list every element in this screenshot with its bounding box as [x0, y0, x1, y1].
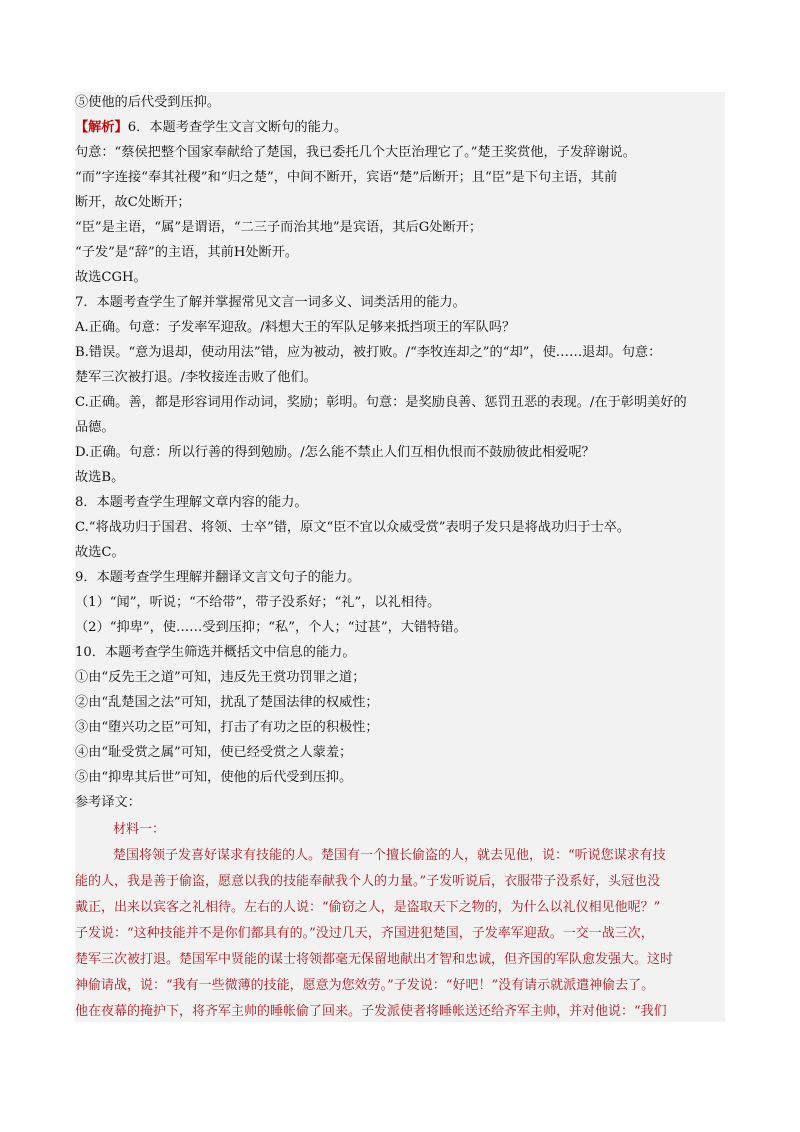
answer-analysis-section — [75, 92, 725, 1022]
text-line: “而”字连接“奉其社稷”和“归之楚”，中间不断开，宾语“楚”后断开；且“臣”是下句主语，其前 — [75, 170, 618, 185]
question-9-heading: 9．本题考查学生理解并翻译文言文句子的能力。 — [75, 570, 361, 585]
text-line: 断开，故C处断开； — [75, 195, 191, 210]
analysis-tag: 【解析】 — [75, 120, 128, 135]
translation-line: 子发说：“这种技能并不是你们都具有的。”没过几天，齐国进犯楚国，子发率军迎敌。一交一战三次， — [75, 926, 654, 941]
translation-line: 楚国将领子发喜好谋求有技能的人。楚国有一个擅长偷盗的人，就去见他，说：“听说您谋求有技 — [113, 848, 666, 863]
text-line: B.错误。“意为退却，使动用法”错，应为被动，被打败。/“李牧连却之”的“却”，使……退却。句意： — [75, 345, 662, 360]
question-8-heading: 8．本题考查学生理解文章内容的能力。 — [75, 495, 308, 510]
translation-line: 能的人，我是善于偷盗，愿意以我的技能奉献我个人的力量。”子发听说后，衣服带子没系好，头冠也没 — [75, 874, 661, 889]
translation-line: 他在夜幕的掩护下，将齐军主帅的睡帐偷了回来。子发派使者将睡帐送还给齐军主帅，并对他说：“我们 — [75, 1004, 667, 1019]
text-line: “子发”是“辞”的主语，其前H处断开。 — [75, 245, 299, 260]
reference-translation-label: 参考译文： — [75, 795, 141, 810]
text-line: （2）“抑卑”，使……受到压抑；“私”，个人；“过甚”，大错特错。 — [75, 620, 467, 635]
text-line: ③由“堕兴功之臣”可知，打击了有功之臣的积极性； — [75, 720, 379, 735]
text-line: 品德。 — [75, 420, 115, 435]
text-line: “臣”是主语，“属”是谓语，“二三子而治其地”是宾语，其后G处断开； — [75, 220, 483, 235]
text-line: ⑤使他的后代受到压抑。 — [75, 95, 221, 110]
text-line: ②由“乱楚国之法”可知，扰乱了楚国法律的权威性； — [75, 695, 379, 710]
text-line: C.“将战功归于国君、将领、士卒”错，原文“臣不宜以众威受赏”表明子发只是将战功归于士卒。 — [75, 520, 631, 535]
question-6-heading: 6．本题考查学生文言文断句的能力。 — [127, 120, 348, 135]
translation-line: 楚军三次被打退。楚国军中贤能的谋士将领都毫无保留地献出才智和忠诚，但齐国的军队愈发强大。这时 — [75, 952, 674, 967]
question-7-heading: 7．本题考查学生了解并掌握常见文言一词多义、词类活用的能力。 — [75, 295, 466, 310]
material-one-label: 材料一： — [113, 822, 166, 837]
text-line: 故选C。 — [75, 545, 125, 560]
translation-line: 戴正，出来以宾客之礼相待。左右的人说：“偷窃之人，是盗取天下之物的，为什么以礼仪相见他呢？” — [75, 900, 661, 915]
translation-line: 神偷请战，说：“我有一些微薄的技能，愿意为您效劳。”子发说：“好吧！”没有请示就派遣神偷去了。 — [75, 978, 655, 993]
text-line: A.正确。句意：子发率军迎敌。/料想大王的军队足够来抵挡项王的军队吗？ — [75, 320, 516, 335]
question-10-heading: 10．本题考查学生筛选并概括文中信息的能力。 — [75, 645, 356, 660]
text-line: 楚军三次被打退。/李牧接连击败了他们。 — [75, 370, 317, 385]
text-line: 故选CGH。 — [75, 270, 147, 285]
text-line: C.正确。善，都是形容词用作动词，奖励；彰明。句意：是奖励良善、惩罚丑恶的表现。/在于彰明美好的 — [75, 395, 687, 410]
text-line: ①由“反先王之道”可知，违反先王赏功罚罪之道； — [75, 670, 366, 685]
text-line: ⑤由“抑卑其后世”可知，使他的后代受到压抑。 — [75, 770, 353, 785]
text-line: 故选B。 — [75, 470, 125, 485]
text-line: 句意：“蔡侯把整个国家奉献给了楚国，我已委托几个大臣治理它了。”楚王奖赏他，子发辞谢说。 — [75, 145, 636, 160]
text-line: D.正确。句意：所以行善的得到勉励。/怎么能不禁止人们互相仇恨而不鼓励彼此相爱呢？ — [75, 445, 595, 460]
text-line: （1）“闻”，听说；“不给带”，带子没系好；“礼”，以礼相待。 — [75, 595, 441, 610]
text-line — [75, 119, 347, 137]
text-line: ④由“耻受赏之属”可知，使已经受赏之人蒙羞； — [75, 745, 353, 760]
